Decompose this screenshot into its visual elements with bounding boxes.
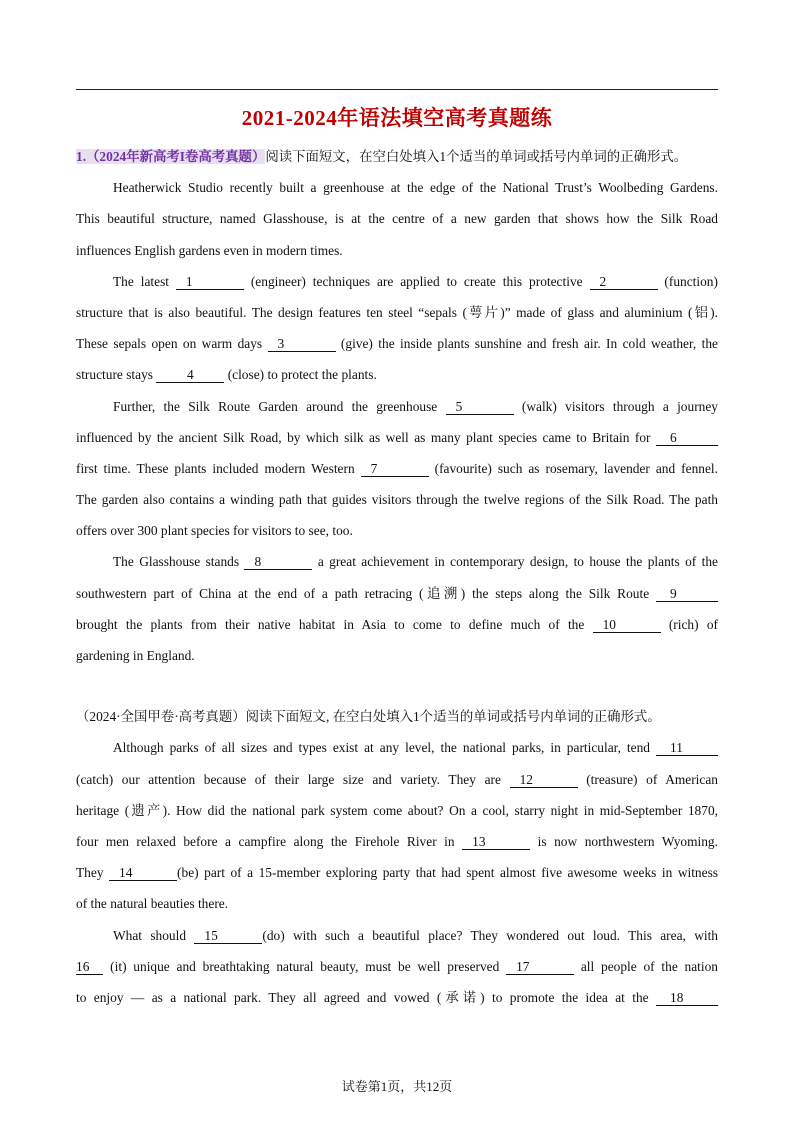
passage-line: Further, the Silk Route Garden around the greenhouse 5 (walk) visitors through a journey [113,398,718,414]
passage-line: structure stays 4 (close) to protect the plants. [76,367,377,383]
passage-line: brought the plants from their native habitat in Asia to come to define much of the 10 (rich) of [76,616,718,632]
passage-line: southwestern part of China at the end of a path retracing (追溯) the steps along the Silk Route 9 [76,578,718,609]
passage-line: Although parks of all sizes and types exist at any level, the national parks, in particular, tend 11 [76,732,718,763]
answer-blank-10[interactable]: 10 [593,617,661,633]
answer-blank-9[interactable]: 9 [656,586,718,602]
answer-blank-14[interactable]: 14 [109,865,177,881]
passage-line: of the natural beauties there. [76,896,229,912]
passage-line: Heatherwick Studio recently built a greenhouse at the edge of the National Trust’s Woolbeding Gardens. [113,180,718,196]
passage-line: to enjoy — as a national park. They all agreed and vowed (承诺) to promote the idea at the 18 [76,982,718,1013]
passage-line: The latest 1 (engineer) techniques are applied to create this protective 2 (function) [113,273,718,289]
answer-blank-13[interactable]: 13 [462,834,530,850]
answer-blank-12[interactable]: 12 [510,772,578,788]
question-1-header [76,141,718,172]
answer-blank-3[interactable]: 3 [268,336,336,352]
passage-line: heritage (遗产). How did the national park system come about? On a cool, starry night in mid-September 1870, [76,802,718,818]
answer-blank-7[interactable]: 7 [361,461,429,477]
question-1-source: 1.（2024年新高考I卷高考真题） [76,149,266,164]
answer-blank-4[interactable]: 4 [156,367,224,383]
answer-blank-1[interactable]: 1 [176,274,244,290]
passage-line: The Glasshouse stands 8 a great achievement in contemporary design, to house the plants of the [113,554,718,570]
answer-blank-16[interactable]: 16 [76,959,103,975]
answer-blank-5[interactable]: 5 [446,399,514,415]
question-2-instruction: （2024·全国甲卷·高考真题）阅读下面短文, 在空白处填入1个适当的单词或括号内单词的正确形式。 [76,709,661,725]
passage-line: four men relaxed before a campfire along the Firehole River in 13 is now northwestern Wyoming. [76,833,718,849]
document-body [76,141,718,1013]
passage-line: They 14 (be) part of a 15-member exploring party that had spent almost five awesome weeks in witness [76,865,718,881]
passage-line: (catch) our attention because of their large size and variety. They are 12 (treasure) of American [76,771,718,787]
passage-line: offers over 300 plant species for visitors to see, too. [76,523,353,539]
answer-blank-15[interactable]: 15 [194,928,262,944]
answer-blank-11[interactable]: 11 [656,740,718,756]
passage-line: The garden also contains a winding path that guides visitors through the twelve regions of the Silk Road. The path [76,492,718,508]
passage-line: first time. These plants included modern Western 7 (favourite) such as rosemary, lavender and fennel. [76,460,718,476]
question-1-instruction: 阅读下面短文，在空白处填入1个适当的单词或括号内单词的正确形式。 [265,149,688,164]
answer-blank-17[interactable]: 17 [506,959,574,975]
answer-blank-6[interactable]: 6 [656,430,718,446]
passage-line: This beautiful structure, named Glasshouse, is at the centre of a new garden that shows how the Silk Road [76,211,718,227]
page-title: 2021-2024年语法填空高考真题练 [241,106,553,130]
passage-line: influenced by the ancient Silk Road, by which silk as well as many plant species came to Britain for 6 [76,422,718,453]
page-footer: 试卷第1页，共12页 [341,1079,453,1094]
answer-blank-8[interactable]: 8 [244,554,312,570]
passage-line: 16 (it) unique and breathtaking natural beauty, must be well preserved 17 all people of the nation [76,958,719,974]
passage-line: structure that is also beautiful. The design features ten steel “sepals (萼片)” made of glass and aluminium (铝). [76,304,718,320]
passage-line: influences English gardens even in modern times. [76,242,343,258]
answer-blank-18[interactable]: 18 [656,990,718,1006]
header-rule [76,89,718,90]
passage-line: gardening in England. [76,648,195,663]
passage-line: What should 15 (do) with such a beautiful place? They wondered out loud. This area, with [113,927,719,943]
answer-blank-2[interactable]: 2 [590,274,658,290]
passage-line: These sepals open on warm days 3 (give) the inside plants sunshine and fresh air. In cold weather, the [76,336,718,352]
